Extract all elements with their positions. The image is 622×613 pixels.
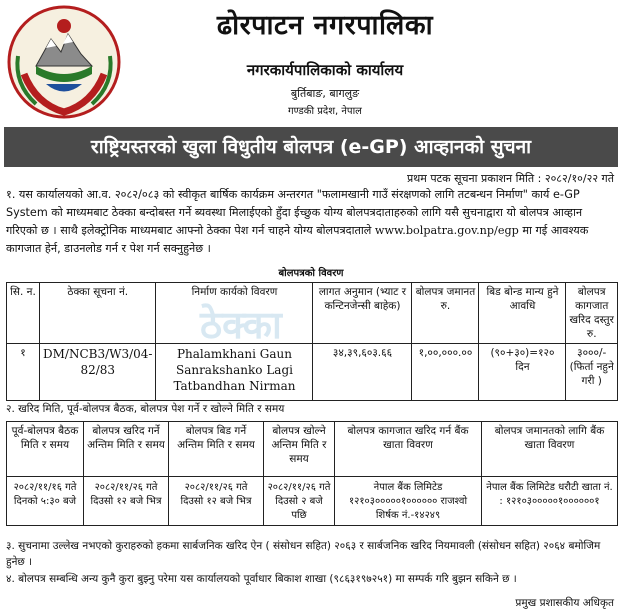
notice-paragraph-4: ४. बोलपत्र सम्बन्धि अन्य कुनै कुरा बुझ्नु परेमा यस कार्यालयको पूर्वाधार बिकाश शाखा (९८६३१९७२५१) मा सम्पर्क गरि बुझन सकिने छ ।	[6, 573, 517, 585]
col-header: लागत अनुमान (भ्याट र कन्टिनजेन्सी बाहेक)	[313, 283, 412, 344]
col-header: ठेक्का सूचना नं.	[40, 283, 156, 344]
notice-paragraph-3: ३. सुचनामा उल्लेख नभएको कुराहरुको हकमा सार्बजनिक खरिद ऐन ( संसोधन सहित) २०६३ र सार्बजनिक खरिद नियमावली (संसोधन सहित) २०६४ बमोजिम हुनेछ ।	[6, 540, 601, 568]
office-province: गण्डकी प्रदेश, नेपाल	[288, 106, 362, 117]
cell-security-bank-account: नेपाल बैंक लिमिटेड धरौटी खाता नं. : १२१०३०००००१००००००१	[482, 477, 618, 526]
cell-cost-estimate: ३४,३९,६०३.६६	[313, 344, 412, 401]
table-header-row	[7, 283, 618, 344]
col-header: पूर्व-बोलपत्र बैठक मिति र समय	[7, 422, 84, 477]
col-header: निर्माण कार्यको विवरण	[156, 283, 313, 344]
para1-text: १. यस कार्यालयको आ.व. २०८२/०८३ को स्वीकृत बार्षिक कार्यक्रम अन्तरगत "फलामखानी गाउँ संरक्षणको लागि तटबन्धन निर्माण" कार्य e-GP System को माध्यमबाट ठेक्का बन्दोबस्त गर्ने ब्यवस्था मिलाईएको हुँदा ईच्छुक योग्य बोलपत्रदाताहरुको लागि यसै सुचनाद्वारा यो बोलपत्र आव्हान गरिएको छ । साथै इलेक्ट्रोनिक माध्यमबाट आफ्नो ठेक्का पेश गर्न चाहने योग्य बोलपत्रदाताले	[6, 188, 583, 237]
letterhead	[0, 0, 622, 125]
cell-bid-security: १,००,०००.००	[412, 344, 479, 401]
office-subtitle: नगरकार्यपालिकाको कार्यालय	[246, 61, 404, 79]
cell-serial: १	[7, 344, 40, 401]
col-header: बोलपत्र खरिद गर्ने अन्तिम मिति र समय	[84, 422, 169, 477]
notice-heading: राष्ट्रियस्तरको खुला विधुतीय बोलपत्र (e-GP) आव्हानको सुचना	[4, 127, 618, 167]
col-header: बिड बोन्ड मान्य हुने आवधि	[479, 283, 566, 344]
table1-caption: बोलपत्रको विवरण	[278, 268, 344, 279]
cell-bid-validity: (९०+३०)=१२० दिन	[479, 344, 566, 401]
notice-paragraph-1	[6, 186, 616, 258]
watermark: ठेक्का	[200, 303, 282, 347]
office-address: बुर्तिबाङ, बागलुङ	[290, 87, 360, 100]
col-header: बोलपत्र खोल्ने अन्तिम मिति र समय	[264, 422, 335, 477]
table-row	[7, 477, 618, 526]
municipality-title: ढोरपाटन नगरपालिका	[216, 10, 434, 41]
publication-date: प्रथम पटक सूचना प्रकाशन मिति : २०८२/१०/२२ गते	[407, 172, 614, 185]
para1-text-end: मा गई आवश्यक कागजात हेर्न, डाउनलोड गर्न र पेश गर्न सक्नुहुनेछ ।	[6, 224, 589, 255]
nepal-government-emblem-icon	[6, 4, 122, 120]
col-header: बोलपत्र बिड गर्ने अन्तिम मिति र समय	[169, 422, 264, 477]
cell-work-description: Phalamkhani Gaun Sanrakshanko Lagi Tatbandhan Nirman	[156, 344, 313, 401]
notice-paragraph-2: २. खरिद मिति, पूर्व-बोलपत्र बैठक, बोलपत्र पेश गर्ने र खोल्ने मिति र समय	[6, 403, 285, 415]
cell-notice-no: DM/NCB3/W3/04-82/83	[40, 344, 156, 401]
cell-purchase-deadline: २०८२/११/२६ गते दिउसो १२ बजे भित्र	[84, 477, 169, 526]
cell-document-fee: ३०००/-(फिर्ता नहुने गरी )	[566, 344, 618, 401]
signatory: प्रमुख प्रशासकीय अधिकृत	[515, 597, 614, 609]
egp-url[interactable]: www.bolpatra.gov.np/egp	[374, 224, 519, 237]
col-header: बोलपत्र जमानत रु.	[412, 283, 479, 344]
col-header: बोलपत्र कागजात खरिद गर्न बैंक खाता विवरण	[335, 422, 482, 477]
col-header: बोलपत्र जमानतको लागि बैंक खाता विवरण	[482, 422, 618, 477]
col-header: सि. न.	[7, 283, 40, 344]
schedule-table	[6, 421, 618, 526]
cell-opening-time: २०८२/११/२६ गते दिउसो २ बजे पछि	[264, 477, 335, 526]
cell-bid-deadline: २०८२/११/२६ गते दिउसो १२ बजे भित्र	[169, 477, 264, 526]
cell-pre-bid-meeting: २०८२/११/१६ गते दिनको ५:३० बजे	[7, 477, 84, 526]
tender-details-table	[6, 282, 618, 401]
col-header: बोलपत्र कागजात खरिद दस्तुर रु.	[566, 283, 618, 344]
table-header-row	[7, 422, 618, 477]
table-row	[7, 344, 618, 401]
cell-fee-bank-account: नेपाल बैंक लिमिटेड १२१०३०००००१०००००० राजश्वो शिर्षक नं.-१४२४९	[335, 477, 482, 526]
